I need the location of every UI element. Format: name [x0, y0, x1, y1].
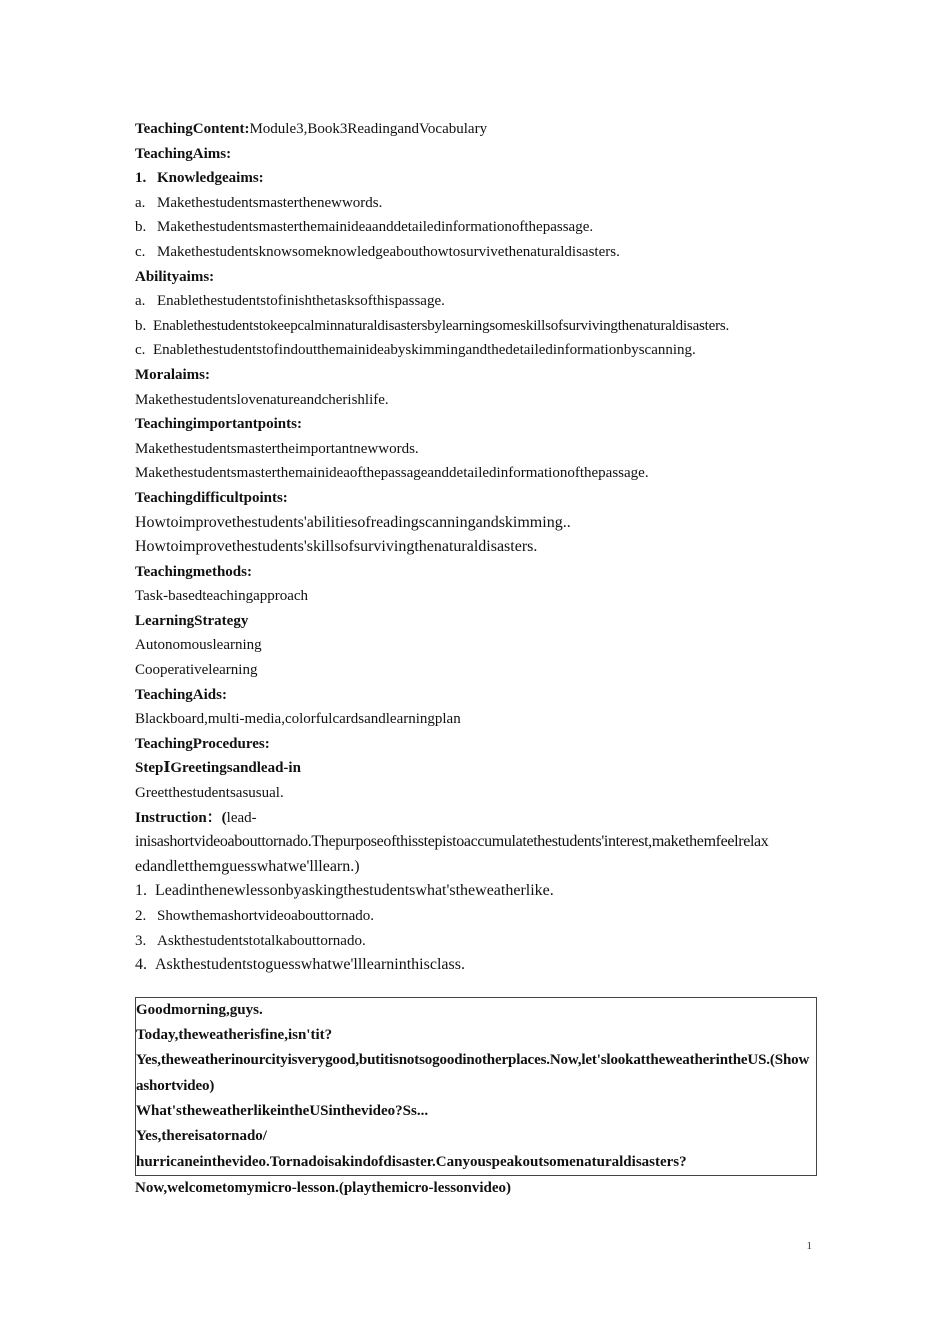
- list-marker: b.: [135, 317, 147, 334]
- dialogue-line: Goodmorning,guys.: [136, 1001, 263, 1018]
- step-number: 3.: [135, 932, 147, 949]
- difficult-point-line: Howtoimprovethestudents'abilitiesofreadingscanningandskimming..: [135, 513, 571, 531]
- knowledge-aim-b: [135, 215, 817, 240]
- knowledge-aims-title: Knowledgeaims:: [157, 170, 264, 187]
- step-text: Askthestudentstotalkabouttornado.: [157, 932, 366, 949]
- procedure-step-3: [135, 929, 817, 954]
- procedure-step-4: [135, 953, 817, 978]
- list-item-text: Enablethestudentstofindoutthemainideabyskimmingandthedetailedinformationbyscanning.: [153, 342, 696, 359]
- ability-aim-b: [135, 314, 817, 339]
- dialogue-line: hurricaneinthevideo.Tornadoisakindofdisaster.Canyouspeakoutsomenaturaldisasters?: [136, 1153, 687, 1170]
- list-item-text: Enablethestudentstokeepcalminnaturaldisastersbylearningsomeskillsofsurvivingthenaturaldisasters.: [153, 317, 730, 334]
- list-item-text: Makethestudentsknowsomeknowledgeabouthowtosurvivethenaturaldisasters.: [157, 243, 620, 260]
- list-item-text: Enablethestudentstofinishthetasksofthispassage.: [157, 293, 445, 310]
- list-marker: c.: [135, 342, 146, 359]
- difficult-point-line: Howtoimprovethestudents'skillsofsurvivingthenaturaldisasters.: [135, 538, 538, 556]
- teaching-content-label: TeachingContent:: [135, 121, 250, 137]
- step-text: Showthemashortvideoabouttornado.: [157, 908, 375, 924]
- list-marker: c.: [135, 243, 146, 260]
- dialogue-line: Today,theweatherisfine,isn'tit?: [136, 1027, 333, 1044]
- step-one-text: Greetthestudentsasusual.: [135, 785, 284, 802]
- difficult-points-heading: Teachingdifficultpoints:: [135, 489, 288, 506]
- step-one-heading: StepⅠGreetingsandlead-in: [135, 760, 301, 777]
- moral-aims-heading: Moralaims:: [135, 366, 210, 383]
- list-item-text: Makethestudentsmasterthemainideaanddetailedinformationofthepassage.: [157, 219, 594, 236]
- list-item-text: Makethestudentsmasterthenewwords.: [157, 194, 383, 211]
- procedure-step-2: [135, 904, 817, 929]
- step-text: Askthestudentstoguesswhatwe'lllearninthisclass.: [155, 956, 465, 974]
- instruction-first: lead-: [226, 809, 257, 826]
- teaching-methods-heading: Teachingmethods:: [135, 563, 252, 580]
- document-page: [135, 117, 817, 1201]
- knowledge-aims-number: 1.: [135, 170, 147, 187]
- list-marker: a.: [135, 293, 146, 310]
- dialogue-box: [135, 997, 817, 1176]
- instruction-line: inisashortvideoabouttornado.Thepurposeofthisstepistoaccumulatethestudents'interest,makethemfeelrelax: [135, 833, 769, 851]
- ability-aim-c: [135, 338, 817, 363]
- instruction-line: [135, 806, 817, 831]
- teaching-aids-text: Blackboard,multi-media,colorfulcardsandlearningplan: [135, 711, 461, 728]
- step-number: 1.: [135, 882, 147, 900]
- dialogue-line: Yes,theweatherinourcityisverygood,butitisnotsogoodinotherplaces.Now,let'slookattheweatherintheUS.(Showashortvideo): [136, 1052, 810, 1094]
- important-point-line: Makethestudentsmastertheimportantnewwords.: [135, 440, 419, 457]
- page-number: 1: [806, 1240, 812, 1252]
- important-point-line: Makethestudentsmasterthemainideaofthepassageanddetailedinformationofthepassage.: [135, 465, 649, 482]
- teaching-methods-text: Task-basedteachingapproach: [135, 588, 309, 605]
- dialogue-line: Yes,thereisatornado/: [136, 1128, 267, 1145]
- instruction-line: edandletthemguesswhatwe'lllearn.): [135, 857, 360, 875]
- knowledge-aim-c: [135, 240, 817, 265]
- learning-strategy-line: Cooperativelearning: [135, 662, 258, 679]
- instruction-label: Instruction：(: [135, 809, 227, 826]
- procedure-step-1: [135, 879, 817, 904]
- step-text: Leadinthenewlessonbyaskingthestudentswhat'stheweatherlike.: [155, 882, 554, 900]
- teaching-content-value: Module3,Book3ReadingandVocabulary: [249, 121, 488, 137]
- list-marker: a.: [135, 194, 146, 211]
- dialogue-line: What'stheweatherlikeintheUSinthevideo?Ss...: [136, 1102, 429, 1119]
- learning-strategy-line: Autonomouslearning: [135, 637, 262, 654]
- step-number: 4.: [135, 956, 147, 974]
- list-marker: b.: [135, 219, 147, 236]
- ability-aims-heading: Abilityaims:: [135, 268, 215, 285]
- knowledge-aim-a: [135, 191, 817, 216]
- moral-aims-text: Makethestudentslovenatureandcherishlife.: [135, 391, 389, 408]
- learning-strategy-heading: LearningStrategy: [135, 612, 249, 629]
- step-number: 2.: [135, 908, 147, 924]
- teaching-aims-heading: TeachingAims:: [135, 145, 232, 162]
- teaching-aids-heading: TeachingAids:: [135, 686, 227, 703]
- important-points-heading: Teachingimportantpoints:: [135, 416, 302, 433]
- after-box-line: Now,welcometomymicro-lesson.(playthemicro-lessonvideo): [135, 1179, 512, 1196]
- teaching-content-line: [135, 117, 817, 142]
- ability-aim-a: [135, 289, 817, 314]
- knowledge-aims-heading: [135, 166, 817, 191]
- teaching-procedures-heading: TeachingProcedures:: [135, 735, 270, 752]
